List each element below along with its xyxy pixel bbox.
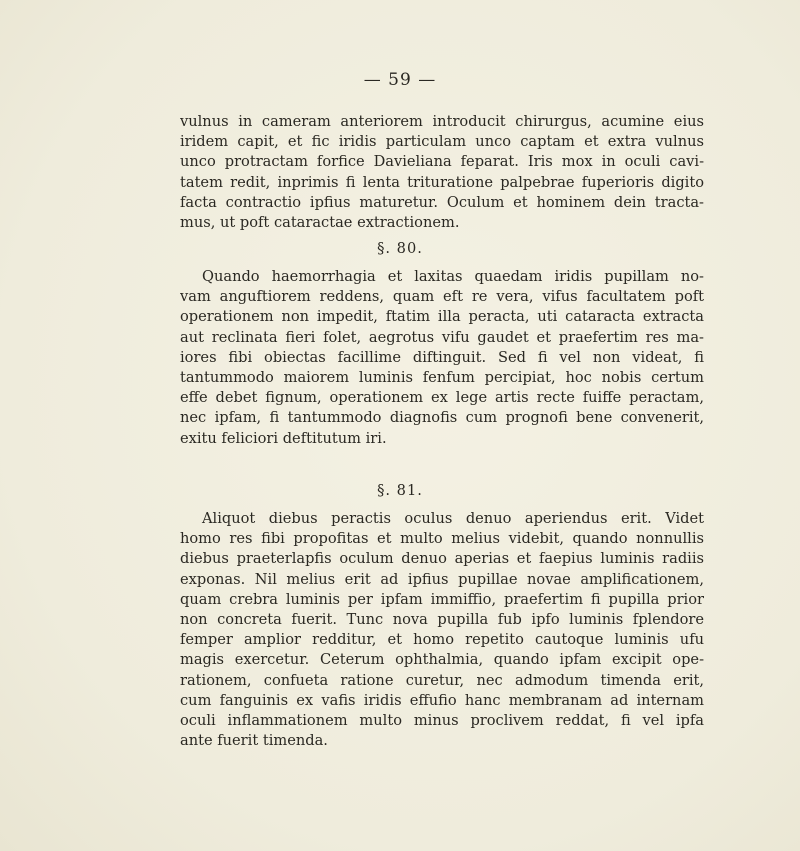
text-line: effe debet fignum, operationem ex lege artis recte fuiffe peractam, (180, 389, 704, 407)
text-line: diebus praeterlapfis oculum denuo aperias et faepius luminis radiis (180, 550, 704, 568)
text-line: facta contractio ipfius maturetur. Oculum et hominem dein tracta- (180, 193, 704, 211)
text-line: operationem non impedit, ftatim illa peracta, uti cataracta extracta (180, 308, 704, 326)
text-line: non concreta fuerit. Tunc nova pupilla fub ipfo luminis fplendore (180, 610, 704, 628)
text-line: oculi inflammationem multo minus proclivem reddat, fi vel ipfa (180, 711, 704, 729)
text-line: quam crebra luminis per ipfam immiffio, praefertim fi pupilla prior (180, 590, 704, 608)
text-line: nec ipfam, fi tantummodo diagnofis cum prognofi bene convenerit, (180, 409, 704, 427)
text-line: cum fanguinis ex vafis iridis effufio hanc membranam ad internam (180, 691, 704, 709)
section-heading-81: §. 81. (377, 482, 423, 499)
paragraph-section-81 (180, 509, 704, 751)
text-line: mus, ut poft cataractae extractionem. (180, 213, 460, 231)
section-heading-80: §. 80. (377, 240, 423, 257)
text-line: Aliquot diebus peractis oculus denuo aperiendus erit. Videt (202, 510, 704, 527)
text-line: femper amplior redditur, et homo repetito cautoque luminis ufu (180, 631, 704, 649)
page-number: — 59 — (363, 70, 437, 90)
text-line: ante fuerit timenda. (180, 732, 328, 750)
text-line: aut reclinata fieri folet, aegrotus vifu gaudet et praefertim res ma- (180, 328, 704, 346)
text-line: rationem, confueta ratione curetur, nec admodum timenda erit, (180, 671, 704, 689)
paragraph-section-80 (180, 267, 704, 449)
text-line: iridem capit, et fic iridis particulam unco captam et extra vulnus (180, 133, 704, 151)
text-line: tantummodo maiorem luminis fenfum percipiat, hoc nobis certum (180, 368, 704, 386)
text-line: homo res fibi propofitas et multo melius videbit, quando nonnullis (180, 530, 704, 548)
text-line: vulnus in cameram anteriorem introducit chirurgus, acumine eius (180, 113, 704, 130)
text-line: iores fibi obiectas facillime diftinguit. Sed fi vel non videat, fi (180, 348, 704, 366)
paragraph-continued (180, 112, 704, 233)
text-line: tatem redit, inprimis fi lenta trituratione palpebrae fuperioris digito (180, 173, 704, 191)
text-line: Quando haemorrhagia et laxitas quaedam iridis pupillam no- (202, 268, 704, 285)
text-line: exponas. Nil melius erit ad ipfius pupillae novae amplificationem, (180, 570, 704, 588)
text-line: magis exercetur. Ceterum ophthalmia, quando ipfam excipit ope- (180, 651, 704, 669)
text-line: unco protractam forfice Davieliana feparat. Iris mox in oculi cavi- (180, 153, 704, 171)
text-line: vam anguftiorem reddens, quam eft re vera, vifus facultatem poft (180, 288, 704, 306)
text-line: exitu feliciori deftitutum iri. (180, 429, 387, 447)
